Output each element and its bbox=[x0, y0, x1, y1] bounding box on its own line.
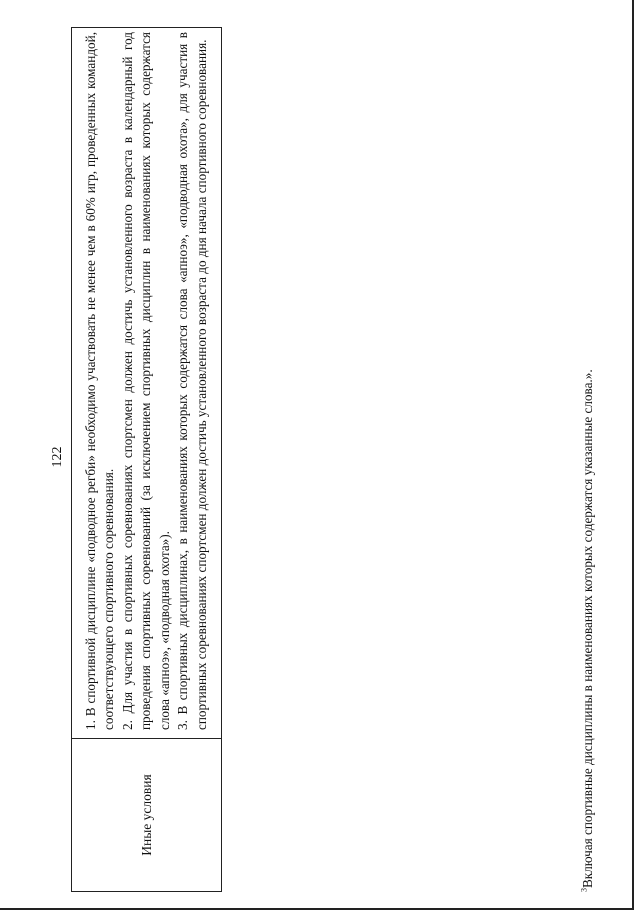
page-number: 122 bbox=[50, 446, 65, 468]
conditions-table bbox=[71, 27, 222, 892]
row-label: Иные условия bbox=[72, 739, 222, 892]
condition-paragraph-2: 2. Для участия в спортивных соревнованиях спортсмен должен достичь установленного возраста в календарный год проведения спортивных соревнований (за исключением спортивных дисциплин в наименованиях которых содержатся слова «апноэ», «подводная охота»). bbox=[119, 32, 172, 730]
table-row bbox=[72, 28, 222, 892]
condition-paragraph-1: 1. В спортивной дисциплине «подводное регби» необходимо участвовать не менее чем в 60% игр, проведенных командой, соответствующего спортивного соревнования. bbox=[83, 32, 117, 730]
footnote-text: Включая спортивные дисциплины в наименованиях которых содержатся указанные слова.». bbox=[580, 369, 595, 888]
row-content bbox=[72, 28, 222, 739]
footnote-marker: 3 bbox=[579, 888, 589, 892]
condition-paragraph-3: 3. В спортивных дисциплинах, в наименованиях которых содержатся слова «апноэ», «подводная охота», для участия в спортивных соревнованиях спортсмен должен достичь установленного возраста до дня начала спортивного соревнования. bbox=[175, 32, 209, 730]
footnote bbox=[580, 32, 596, 892]
